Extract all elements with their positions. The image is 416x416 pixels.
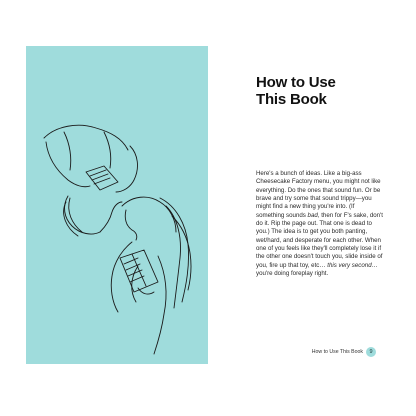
upper-figure-side-2	[104, 132, 111, 168]
lower-figure-arm	[132, 266, 138, 302]
page-title	[256, 74, 386, 108]
upper-book	[86, 166, 118, 190]
lower-figure-hair-1	[160, 198, 189, 302]
body-part-2: , then for F's sake, don't do it. Rip the page out. That one is dead to you.) The idea is to get you both panting, wet/hard, and desperate for each other. When one of you feels like they'll completely lose it if the other one doesn't touch you, slide inside of you, fire up that toy, etc…	[256, 211, 383, 269]
lower-figure-hair-2	[166, 206, 180, 308]
upper-figure-shoulder	[44, 125, 128, 150]
lower-figure-torso	[154, 256, 166, 354]
body-emphasis-1: bad	[307, 211, 318, 219]
title-line-2: This Book	[256, 91, 327, 108]
lower-book-pages	[124, 258, 144, 282]
upper-figure-arm-right	[116, 146, 137, 192]
lower-book-spine	[132, 254, 146, 286]
running-head: How to Use This Book	[311, 349, 363, 355]
lower-figure-shoulder	[111, 242, 132, 312]
text-page	[208, 46, 390, 364]
body-part-3: … you're doing foreplay right.	[256, 261, 378, 278]
upper-figure-face	[100, 202, 122, 232]
upper-book-pages	[90, 170, 110, 184]
title-line-1: How to Use	[256, 74, 336, 91]
page-number-badge: 9	[366, 347, 376, 357]
body-emphasis-2: this very second	[327, 261, 372, 269]
upper-figure-side	[64, 132, 71, 170]
couple-reading-illustration	[26, 46, 208, 364]
upper-figure-arm-left	[46, 142, 90, 187]
lower-figure-face	[125, 210, 137, 240]
body-paragraph	[256, 170, 384, 278]
body-part-1: Here's a bunch of ideas. Like a big-ass Cheesecake Factory menu, you might not like everything. Do the ones that sound fun. Or be brave and try some that sound trippy—you might find a new thing you're into. (If something sounds	[256, 170, 381, 219]
lower-figure-head	[122, 197, 176, 232]
page-footer	[312, 347, 376, 357]
illustration-page	[26, 46, 208, 364]
